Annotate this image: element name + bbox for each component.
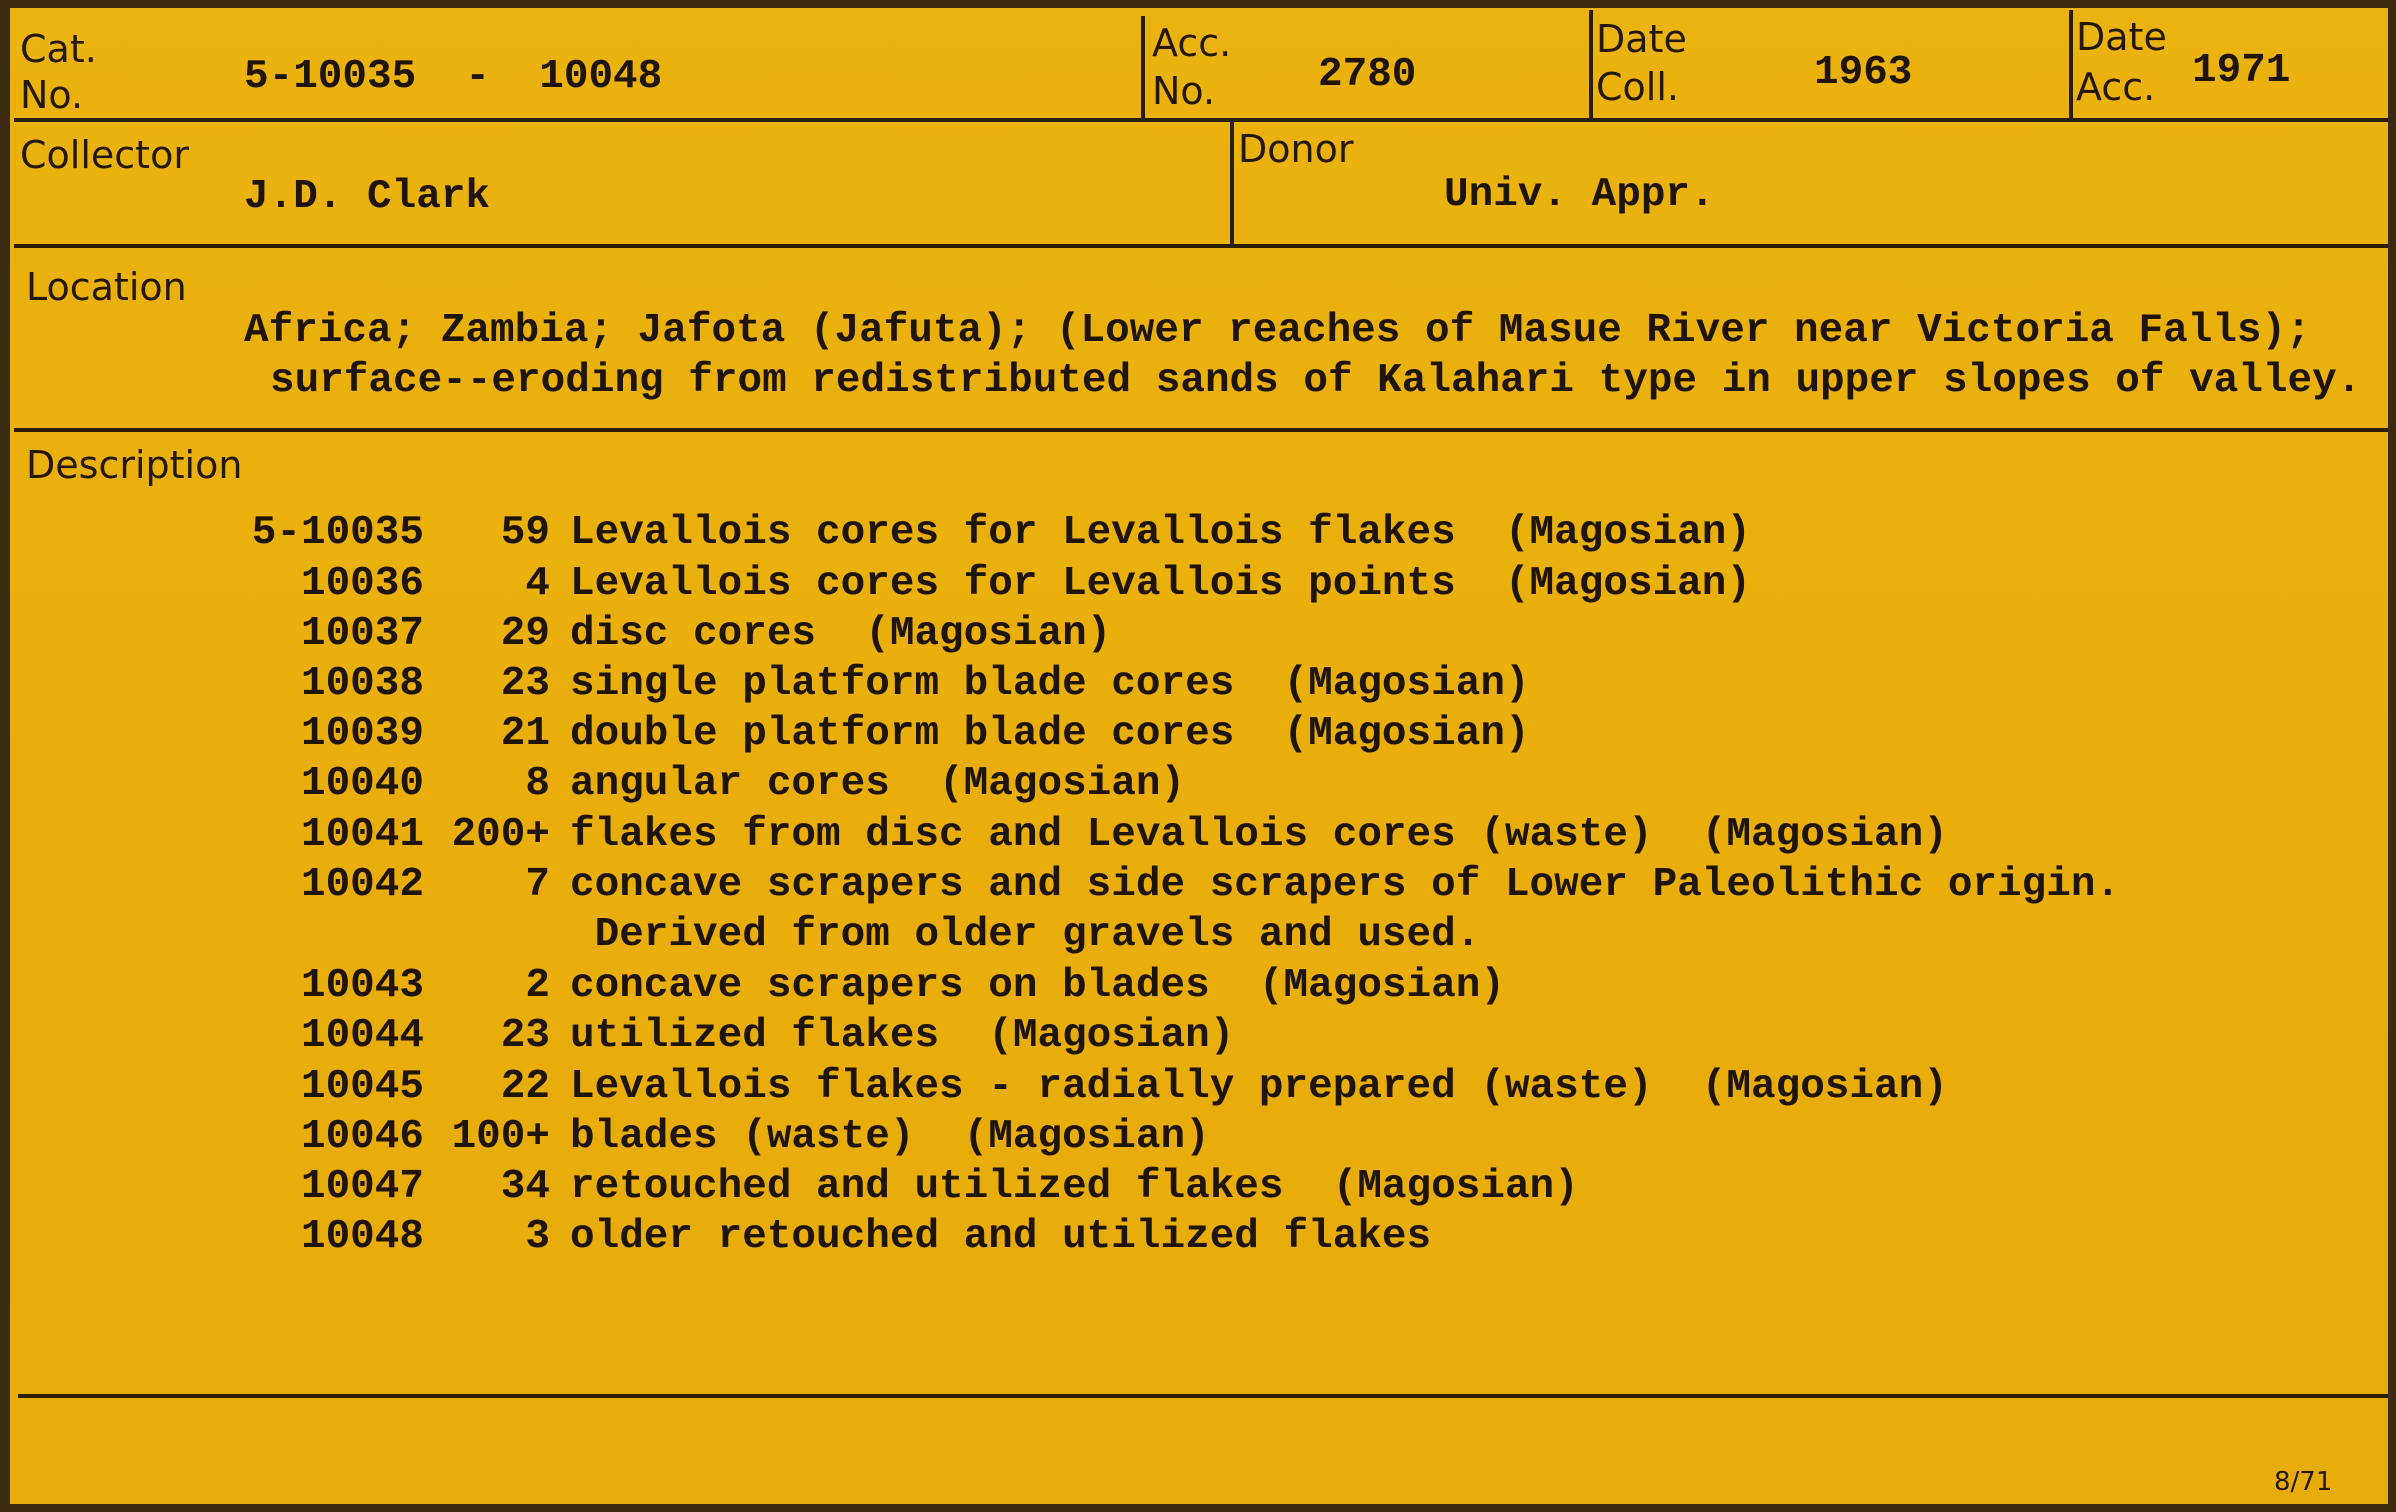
item-count: 23 [500,1013,550,1059]
rule-header-bottom [14,118,2388,122]
item-count: 29 [500,611,550,657]
rule-date-acc-divider [2069,10,2073,120]
date-coll-label-line2: Coll. [1596,65,1679,109]
item-description: retouched and utilized flakes (Magosian) [570,1164,1579,1210]
collector-value: J.D. Clark [244,174,491,220]
date-coll-label-line1: Date [1596,17,1687,61]
cat-label-line1: Cat. [20,27,97,71]
item-count: 3 [525,1214,550,1260]
date-coll-value: 1963 [1814,50,1913,96]
catalog-number: 10045 [300,1064,424,1110]
cat-no-value: 5-10035 - 10048 [244,54,663,100]
list-item [0,810,2396,861]
list-item [0,1062,2396,1113]
catalog-number: 10043 [300,963,424,1009]
item-count: 8 [525,761,550,807]
list-item [0,1112,2396,1163]
item-description: single platform blade cores (Magosian) [570,661,1530,707]
catalog-number: 10040 [300,761,424,807]
list-item [0,910,2396,961]
location-line1: Africa; Zambia; Jafota (Jafuta); (Lower reaches of Masue River near Victoria Falls); [244,308,2311,354]
rule-acc-divider [1141,16,1145,120]
item-count: 59 [500,510,550,556]
catalog-number: 10047 [300,1164,424,1210]
item-description: utilized flakes (Magosian) [570,1013,1235,1059]
item-count: 2 [525,963,550,1009]
card-edge-bottom [0,1504,2396,1512]
acc-no-value: 2780 [1318,52,1417,98]
date-acc-label-line2: Acc. [2076,65,2156,109]
list-item [0,609,2396,660]
date-acc-label-line1: Date [2076,15,2167,59]
catalog-number: 10046 [300,1114,424,1160]
list-item [0,961,2396,1012]
catalog-number: 10037 [300,611,424,657]
item-count: 100+ [451,1114,550,1160]
donor-label: Donor [1238,127,1354,171]
item-count: 7 [525,862,550,908]
catalog-number: 5-10035 [251,510,424,556]
list-item [0,559,2396,610]
card-edge-top [0,0,2396,8]
description-label: Description [26,443,243,487]
item-description: older retouched and utilized flakes [570,1214,1432,1260]
rule-collector-bottom [14,244,2388,248]
item-count: 34 [500,1164,550,1210]
catalog-number: 10048 [300,1214,424,1260]
item-description: flakes from disc and Levallois cores (waste) (Magosian) [570,812,1948,858]
cat-label-line2: No. [20,73,84,117]
item-description: double platform blade cores (Magosian) [570,711,1530,757]
donor-value: Univ. Appr. [1444,172,1715,218]
acc-label-line2: No. [1152,69,1216,113]
catalog-number: 10039 [300,711,424,757]
list-item [0,860,2396,911]
list-item [0,759,2396,810]
list-item [0,1212,2396,1263]
rule-date-coll-divider [1589,10,1593,120]
item-description: blades (waste) (Magosian) [570,1114,1210,1160]
item-description: Levallois flakes - radially prepared (waste) (Magosian) [570,1064,1948,1110]
location-line2: surface--eroding from redistributed sands of Kalahari type in upper slopes of valley. [270,358,2362,404]
rule-description-bottom [18,1394,2388,1398]
list-item [0,1162,2396,1213]
item-description: Levallois cores for Levallois points (Magosian) [570,561,1751,607]
item-count: 22 [500,1064,550,1110]
item-description: Derived from older gravels and used. [570,912,1481,958]
catalog-number: 10042 [300,862,424,908]
list-item [0,659,2396,710]
list-item [0,508,2396,559]
list-item [0,709,2396,760]
item-count: 21 [500,711,550,757]
item-count: 200+ [451,812,550,858]
catalog-number: 10044 [300,1013,424,1059]
item-description: concave scrapers on blades (Magosian) [570,963,1505,1009]
item-description: concave scrapers and side scrapers of Lower Paleolithic origin. [570,862,2121,908]
date-acc-value: 1971 [2192,48,2291,94]
catalog-number: 10036 [300,561,424,607]
rule-location-bottom [14,428,2388,432]
collector-label: Collector [20,133,189,177]
item-count: 4 [525,561,550,607]
item-description: angular cores (Magosian) [570,761,1186,807]
card-print-code: 8/71 [2274,1467,2333,1497]
item-description: Levallois cores for Levallois flakes (Magosian) [570,510,1751,556]
item-description: disc cores (Magosian) [570,611,1112,657]
acc-label-line1: Acc. [1152,21,1232,65]
catalog-number: 10038 [300,661,424,707]
location-label: Location [26,265,187,309]
rule-donor-divider [1230,120,1234,246]
list-item [0,1011,2396,1062]
item-count: 23 [500,661,550,707]
catalog-number: 10041 [300,812,424,858]
